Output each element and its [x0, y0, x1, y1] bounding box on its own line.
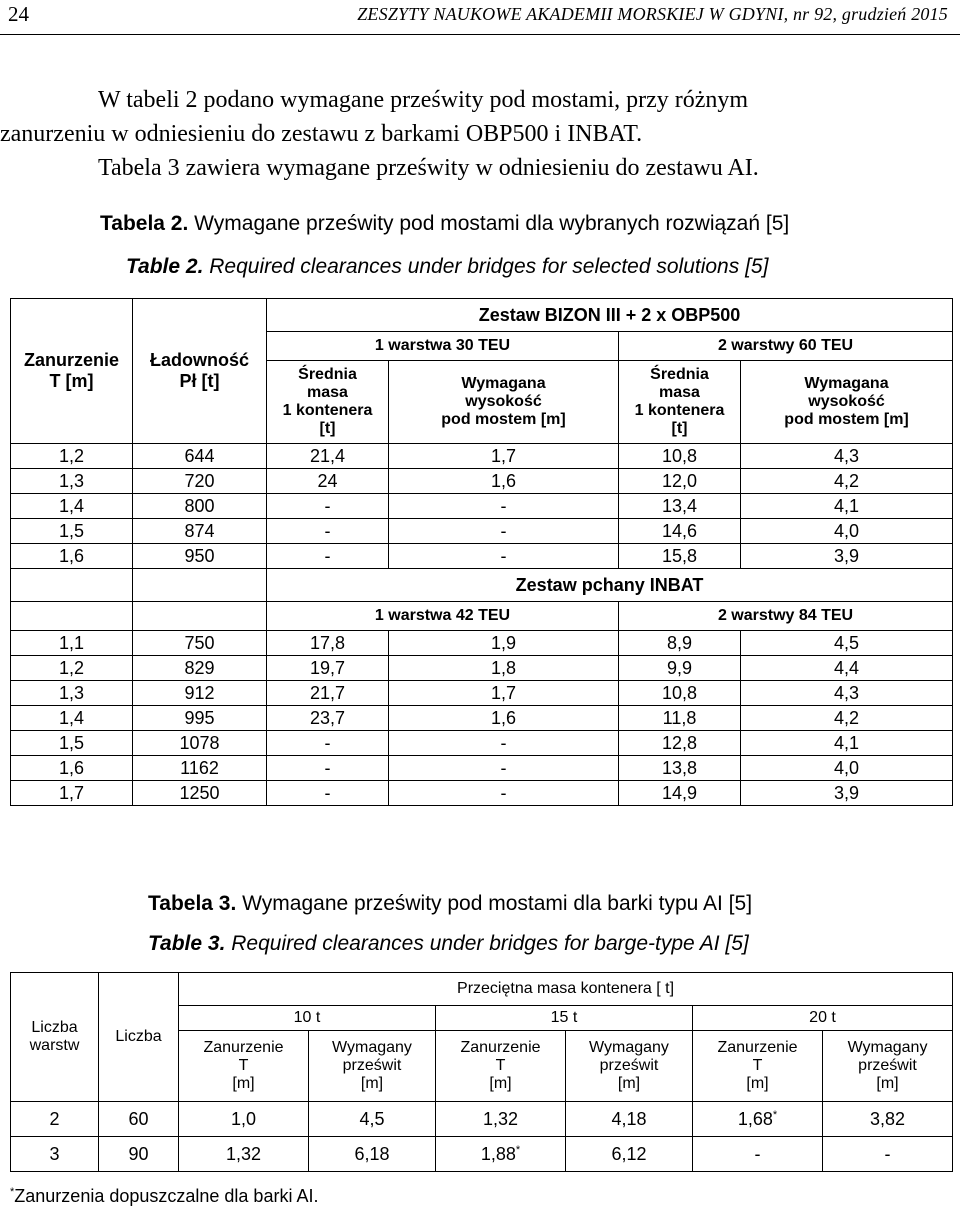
table3: [10, 972, 953, 1172]
table-cell: 6,12: [566, 1137, 693, 1172]
col-header-draft: Zanurzenie T [m]: [436, 1031, 566, 1102]
table-cell: 1,32: [436, 1102, 566, 1137]
table-cell: 13,4: [619, 494, 741, 519]
table-row: [11, 631, 953, 656]
table-cell: 1,6: [11, 756, 133, 781]
set2-title: Zestaw pchany INBAT: [267, 569, 953, 602]
intro-line: zanurzeniu w odniesieniu do zestawu z barkami OBP500 i INBAT.: [0, 121, 643, 147]
set2-body: [11, 631, 953, 806]
table-cell: 1250: [133, 781, 267, 806]
table-cell: 14,6: [619, 519, 741, 544]
col-header-clearance: Wymagany prześwit [m]: [823, 1031, 953, 1102]
table-cell: 9,9: [619, 656, 741, 681]
table-cell: -: [267, 731, 389, 756]
table-cell: 1,7: [389, 444, 619, 469]
footnote-mark: *: [515, 1143, 521, 1156]
mass-group-20: 20 t: [693, 1006, 953, 1031]
col-header-draft: Zanurzenie T [m]: [11, 299, 133, 444]
table-cell: 1,2: [11, 656, 133, 681]
set1-body: [11, 444, 953, 569]
mass-group-10: 10 t: [179, 1006, 436, 1031]
table-cell: -: [389, 494, 619, 519]
table-cell: 10,8: [619, 444, 741, 469]
table-cell: 1,32: [179, 1137, 309, 1172]
table-cell: -: [267, 781, 389, 806]
table3-caption-pl: [148, 892, 752, 916]
table-cell: 12,8: [619, 731, 741, 756]
table-cell: -: [267, 756, 389, 781]
col-header-avg-mass: Średnia masa 1 kontenera [t]: [267, 361, 389, 444]
table-cell: 4,18: [566, 1102, 693, 1137]
table-cell: 11,8: [619, 706, 741, 731]
table2-caption-pl: [100, 212, 789, 236]
table-row: [11, 681, 953, 706]
table-cell: 4,0: [741, 756, 953, 781]
col-header-avg-mass: Średnia masa 1 kontenera [t]: [619, 361, 741, 444]
table-cell: -: [389, 731, 619, 756]
table-cell-count: 90: [99, 1137, 179, 1172]
table-cell: 720: [133, 469, 267, 494]
table-cell: 3,9: [741, 544, 953, 569]
table-cell: 6,18: [309, 1137, 436, 1172]
caption-label: Table 3.: [148, 932, 226, 955]
intro-line: Tabela 3 zawiera wymagane prześwity w odniesieniu do zestawu AI.: [98, 155, 759, 181]
table-row: [11, 781, 953, 806]
table-cell: -: [389, 781, 619, 806]
table-cell: -: [267, 494, 389, 519]
table-cell: 1,6: [389, 469, 619, 494]
table-cell: 3,82: [823, 1102, 953, 1137]
caption-label: Table 2.: [126, 255, 204, 278]
caption-text: Required clearances under bridges for barge-type AI [5]: [225, 932, 749, 955]
table-cell: -: [267, 544, 389, 569]
table-cell: 1,7: [389, 681, 619, 706]
footnote: [10, 1186, 318, 1207]
table-cell: 4,4: [741, 656, 953, 681]
journal-title: ZESZYTY NAUKOWE AKADEMII MORSKIEJ W GDYNI, nr 92, grudzień 2015: [357, 4, 948, 24]
footnote-mark: *: [10, 1186, 15, 1198]
table-cell: 3,9: [741, 781, 953, 806]
table3-body: [11, 1102, 953, 1172]
table-row: [11, 469, 953, 494]
col-header-draft: Zanurzenie T [m]: [693, 1031, 823, 1102]
table3-caption-en: [148, 932, 749, 956]
intro-paragraph: [0, 83, 952, 185]
col-header-layers: Liczba warstw: [11, 973, 99, 1102]
table2-caption-en: [126, 255, 768, 279]
table-cell: -: [389, 544, 619, 569]
col-header-clearance: Wymagany prześwit [m]: [309, 1031, 436, 1102]
table-cell: 1,4: [11, 706, 133, 731]
table2: [10, 298, 953, 806]
table-cell-layers: 3: [11, 1137, 99, 1172]
table-cell: 4,1: [741, 731, 953, 756]
table-row: [11, 731, 953, 756]
table-cell: 4,2: [741, 706, 953, 731]
caption-label: Tabela 2.: [100, 212, 189, 235]
table-row: [11, 1137, 953, 1172]
table-cell: 21,4: [267, 444, 389, 469]
table-cell: 1,2: [11, 444, 133, 469]
footnote-text: Zanurzenia dopuszczalne dla barki AI.: [14, 1186, 319, 1206]
table-cell: 4,3: [741, 681, 953, 706]
table-cell: 10,8: [619, 681, 741, 706]
table-cell: 12,0: [619, 469, 741, 494]
caption-label: Tabela 3.: [148, 892, 237, 915]
table-cell: 19,7: [267, 656, 389, 681]
page-number: 24: [8, 2, 29, 26]
table-cell: -: [267, 519, 389, 544]
table-cell: 1,5: [11, 519, 133, 544]
table-cell: 1,68*: [693, 1102, 823, 1137]
mass-group-15: 15 t: [436, 1006, 693, 1031]
table-cell: 15,8: [619, 544, 741, 569]
table-cell: 1,8: [389, 656, 619, 681]
col-header-required-height: Wymagana wysokość pod mostem [m]: [389, 361, 619, 444]
table-cell: 1,5: [11, 731, 133, 756]
table-row: [11, 444, 953, 469]
table-cell: 1,6: [389, 706, 619, 731]
table-row: [11, 656, 953, 681]
col-header-required-height: Wymagana wysokość pod mostem [m]: [741, 361, 953, 444]
col-header-clearance: Wymagany prześwit [m]: [566, 1031, 693, 1102]
table-cell-count: 60: [99, 1102, 179, 1137]
table-cell: 17,8: [267, 631, 389, 656]
table-cell: 800: [133, 494, 267, 519]
table-cell: 4,5: [309, 1102, 436, 1137]
caption-text: Wymagane prześwity pod mostami dla wybranych rozwiązań [5]: [188, 212, 790, 235]
mass-group-title: Przeciętna masa kontenera [ t]: [179, 973, 953, 1006]
table-cell: 950: [133, 544, 267, 569]
table-cell: -: [389, 756, 619, 781]
table-cell: 1,4: [11, 494, 133, 519]
table-cell: 4,1: [741, 494, 953, 519]
table-cell: 1,3: [11, 681, 133, 706]
table-cell: 1,7: [11, 781, 133, 806]
table-cell: 829: [133, 656, 267, 681]
table-row: [11, 494, 953, 519]
set2-layer1-label: 1 warstwa 42 TEU: [267, 602, 619, 631]
table-cell: 1,9: [389, 631, 619, 656]
table-cell: 4,0: [741, 519, 953, 544]
table-cell-layers: 2: [11, 1102, 99, 1137]
table-cell: 13,8: [619, 756, 741, 781]
running-header: [0, 0, 960, 35]
table-cell: -: [693, 1137, 823, 1172]
set1-title: Zestaw BIZON III + 2 x OBP500: [267, 299, 953, 332]
table-cell: 912: [133, 681, 267, 706]
table-cell: 750: [133, 631, 267, 656]
table-cell: -: [823, 1137, 953, 1172]
table-cell: 1162: [133, 756, 267, 781]
table-cell: 14,9: [619, 781, 741, 806]
table-row: [11, 519, 953, 544]
layer1-label: 1 warstwa 30 TEU: [267, 332, 619, 361]
intro-line: W tabeli 2 podano wymagane prześwity pod mostami, przy różnym: [98, 87, 749, 113]
col-header-capacity: Ładowność Pł [t]: [133, 299, 267, 444]
table-row: [11, 1102, 953, 1137]
table-cell: 4,5: [741, 631, 953, 656]
table-cell: 644: [133, 444, 267, 469]
table-cell: 4,3: [741, 444, 953, 469]
table-cell: 21,7: [267, 681, 389, 706]
table-cell: 24: [267, 469, 389, 494]
table-cell: 4,2: [741, 469, 953, 494]
caption-text: Required clearances under bridges for selected solutions [5]: [203, 255, 769, 278]
table-cell: 1078: [133, 731, 267, 756]
table-cell: 1,1: [11, 631, 133, 656]
table-cell: 1,6: [11, 544, 133, 569]
col-header-count: Liczba: [99, 973, 179, 1102]
table-row: [11, 544, 953, 569]
table-cell: 1,3: [11, 469, 133, 494]
table-cell: 874: [133, 519, 267, 544]
table-cell: 8,9: [619, 631, 741, 656]
table-row: [11, 756, 953, 781]
table-cell: 23,7: [267, 706, 389, 731]
table-cell: 1,0: [179, 1102, 309, 1137]
caption-text: Wymagane prześwity pod mostami dla barki typu AI [5]: [236, 892, 753, 915]
table-cell: -: [389, 519, 619, 544]
table-cell: 1,88*: [436, 1137, 566, 1172]
table-cell: 995: [133, 706, 267, 731]
set2-layer2-label: 2 warstwy 84 TEU: [619, 602, 953, 631]
layer2-label: 2 warstwy 60 TEU: [619, 332, 953, 361]
footnote-mark: *: [772, 1108, 778, 1121]
col-header-draft: Zanurzenie T [m]: [179, 1031, 309, 1102]
table-row: [11, 706, 953, 731]
